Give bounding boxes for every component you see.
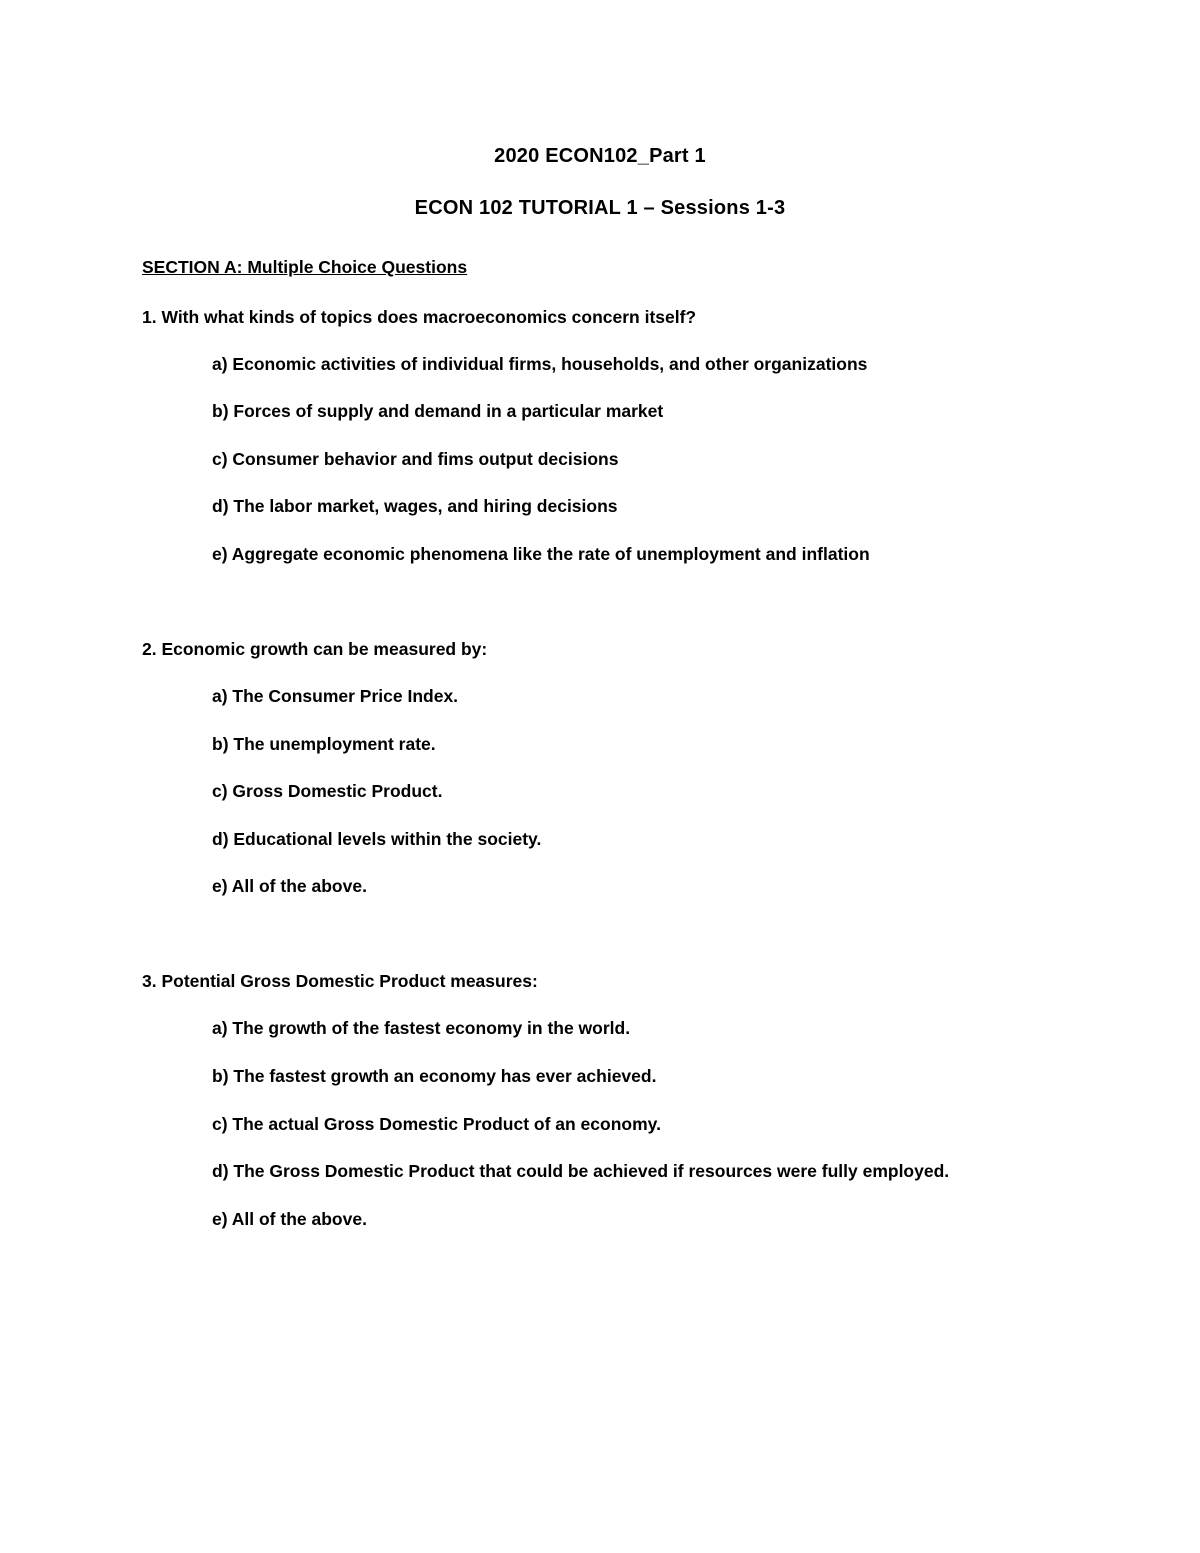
question-1-option-d: d) The labor market, wages, and hiring decisions xyxy=(212,496,618,516)
question-1-option-c: c) Consumer behavior and fims output decisions xyxy=(212,449,619,469)
section-heading: SECTION A: Multiple Choice Questions xyxy=(142,257,468,277)
question-2-option-c: c) Gross Domestic Product. xyxy=(212,781,443,801)
question-1-option-b: b) Forces of supply and demand in a particular market xyxy=(212,401,664,421)
question-3-option-a: a) The growth of the fastest economy in the world. xyxy=(212,1018,631,1038)
question-2-option-d: d) Educational levels within the society. xyxy=(212,829,542,849)
question-2-option-e: e) All of the above. xyxy=(212,876,367,896)
question-1-option-e: e) Aggregate economic phenomena like the rate of unemployment and inflation xyxy=(212,544,870,564)
question-2-option-b: b) The unemployment rate. xyxy=(212,734,436,754)
question-3-option-c: c) The actual Gross Domestic Product of an economy. xyxy=(212,1114,661,1134)
document-subtitle: ECON 102 TUTORIAL 1 – Sessions 1-3 xyxy=(414,197,786,219)
document-title: 2020 ECON102_Part 1 xyxy=(494,145,706,167)
question-2-option-a: a) The Consumer Price Index. xyxy=(212,686,459,706)
question-2: 2. Economic growth can be measured by: xyxy=(142,639,488,659)
question-3: 3. Potential Gross Domestic Product measures: xyxy=(142,971,538,991)
question-3-option-d: d) The Gross Domestic Product that could be achieved if resources were fully employed. xyxy=(212,1161,950,1181)
question-1: 1. With what kinds of topics does macroeconomics concern itself? xyxy=(142,307,697,327)
question-1-option-a: a) Economic activities of individual firms, households, and other organizations xyxy=(212,354,868,374)
question-3-option-b: b) The fastest growth an economy has ever achieved. xyxy=(212,1066,657,1086)
question-3-option-e: e) All of the above. xyxy=(212,1209,367,1229)
